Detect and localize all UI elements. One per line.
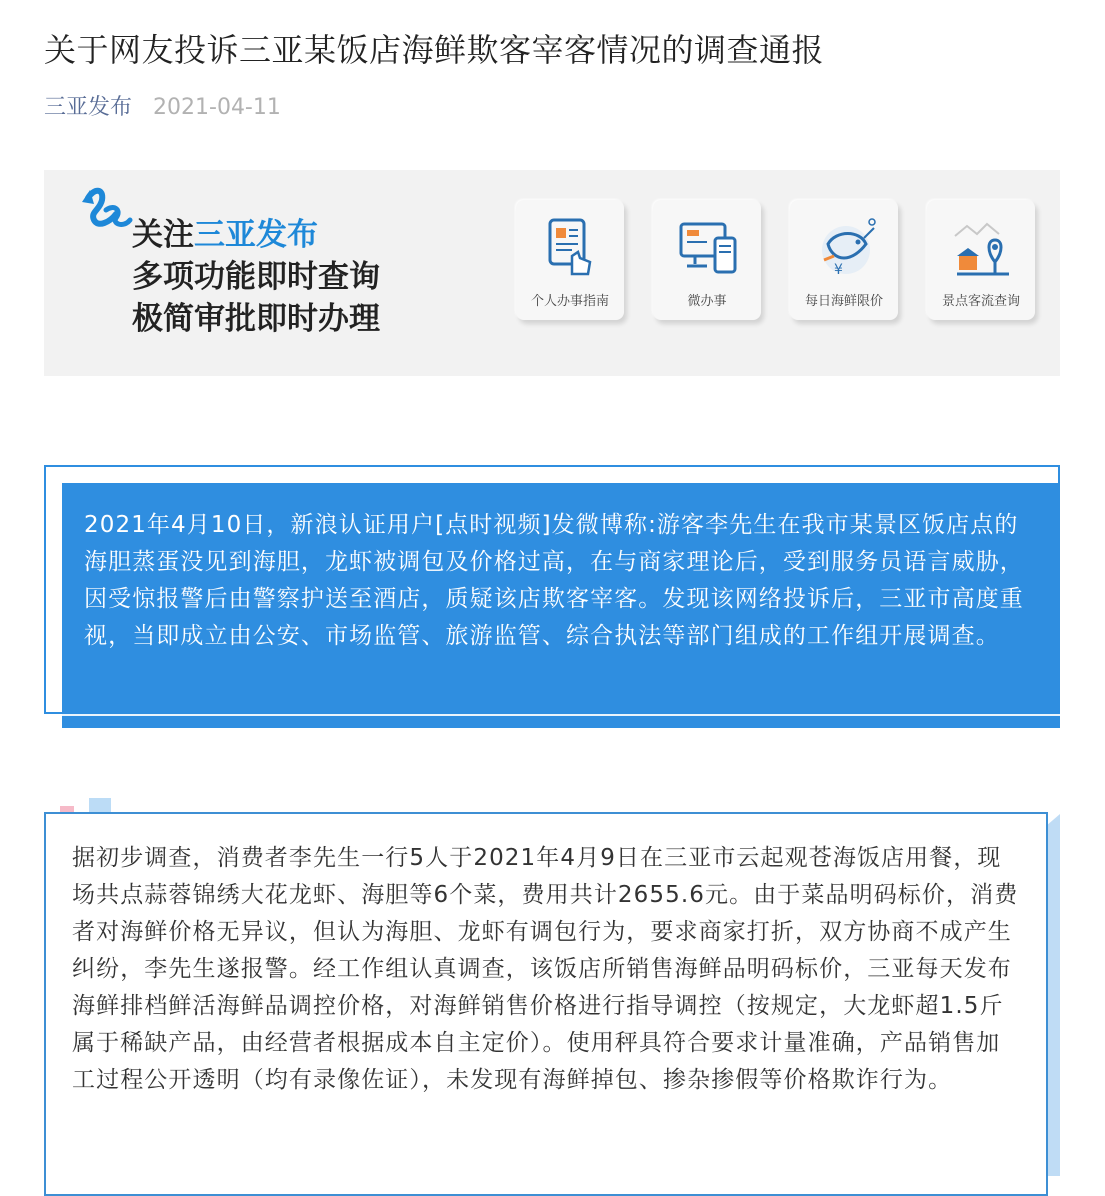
scenic-spot-icon <box>951 216 1015 280</box>
slogan-line-2: 多项功能即时查询 <box>132 259 380 295</box>
tile-micro-service[interactable] <box>653 200 761 320</box>
tile-personal-guide[interactable] <box>516 200 624 320</box>
slogan-brand: 三亚发布 <box>194 217 318 253</box>
svg-text:¥: ¥ <box>834 262 843 278</box>
info-box-text: 2021年4月10日，新浪认证用户[点时视频]发微博称:游客李先生在我市某景区饭店点的海胆蒸蛋没见到海胆，龙虾被调包及价格过高，在与商家理论后，受到服务员语言威胁，因受惊报警后由警察护送至酒店，质疑该店欺客宰客。发现该网络投诉后，三亚市高度重视，当即成立由公安、市场监管、旅游监管、综合执法等部门组成的工作组开展调查。 <box>84 512 1024 649</box>
slogan-line-3: 极简审批即时办理 <box>132 301 380 337</box>
info-box <box>62 483 1060 728</box>
banner-slogan <box>132 214 380 340</box>
slogan-prefix: 关注 <box>132 217 194 253</box>
tile-label: 景点客流查询 <box>941 294 1020 309</box>
article-meta <box>44 94 281 122</box>
shrimp-price-icon <box>814 216 878 280</box>
tile-label: 每日海鲜限价 <box>804 294 883 309</box>
tile-label: 个人办事指南 <box>530 294 609 309</box>
promo-banner[interactable] <box>44 170 1060 376</box>
source-link[interactable]: 三亚发布 <box>44 95 133 120</box>
content-card <box>44 812 1048 1196</box>
publish-date: 2021-04-11 <box>153 95 281 120</box>
tile-label: 微办事 <box>687 294 727 309</box>
tile-scenic-flow[interactable] <box>927 200 1035 320</box>
card-shadow-edge <box>1046 826 1060 1176</box>
devices-icon <box>677 216 741 280</box>
body-paragraph: 据初步调查，消费者李先生一行5人于2021年4月9日在三亚市云起观苍海饭店用餐，现场共点蒜蓉锦绣大花龙虾、海胆等6个菜，费用共计2655.6元。由于菜品明码标价，消费者对海鲜价格无异议，但认为海胆、龙虾有调包行为，要求商家打折，双方协商不成产生纠纷，李先生遂报警。经工作组认真调查，该饭店所销售海鲜品明码标价，三亚每天发布海鲜排档鲜活海鲜品调控价格，对海鲜销售价格进行指导调控（按规定，大龙虾超1.5斤属于稀缺产品，由经营者根据成本自主定价）。使用秤具符合要求计量准确，产品销售加工过程公开透明（均有录像佐证），未发现有海鲜掉包、掺杂掺假等价格欺诈行为。 <box>72 845 1019 1093</box>
tile-seafood-price[interactable] <box>790 200 898 320</box>
info-box-divider <box>62 714 1060 716</box>
article-title: 关于网友投诉三亚某饭店海鲜欺客宰客情况的调查通报 <box>44 31 825 69</box>
document-hand-icon <box>540 216 600 280</box>
